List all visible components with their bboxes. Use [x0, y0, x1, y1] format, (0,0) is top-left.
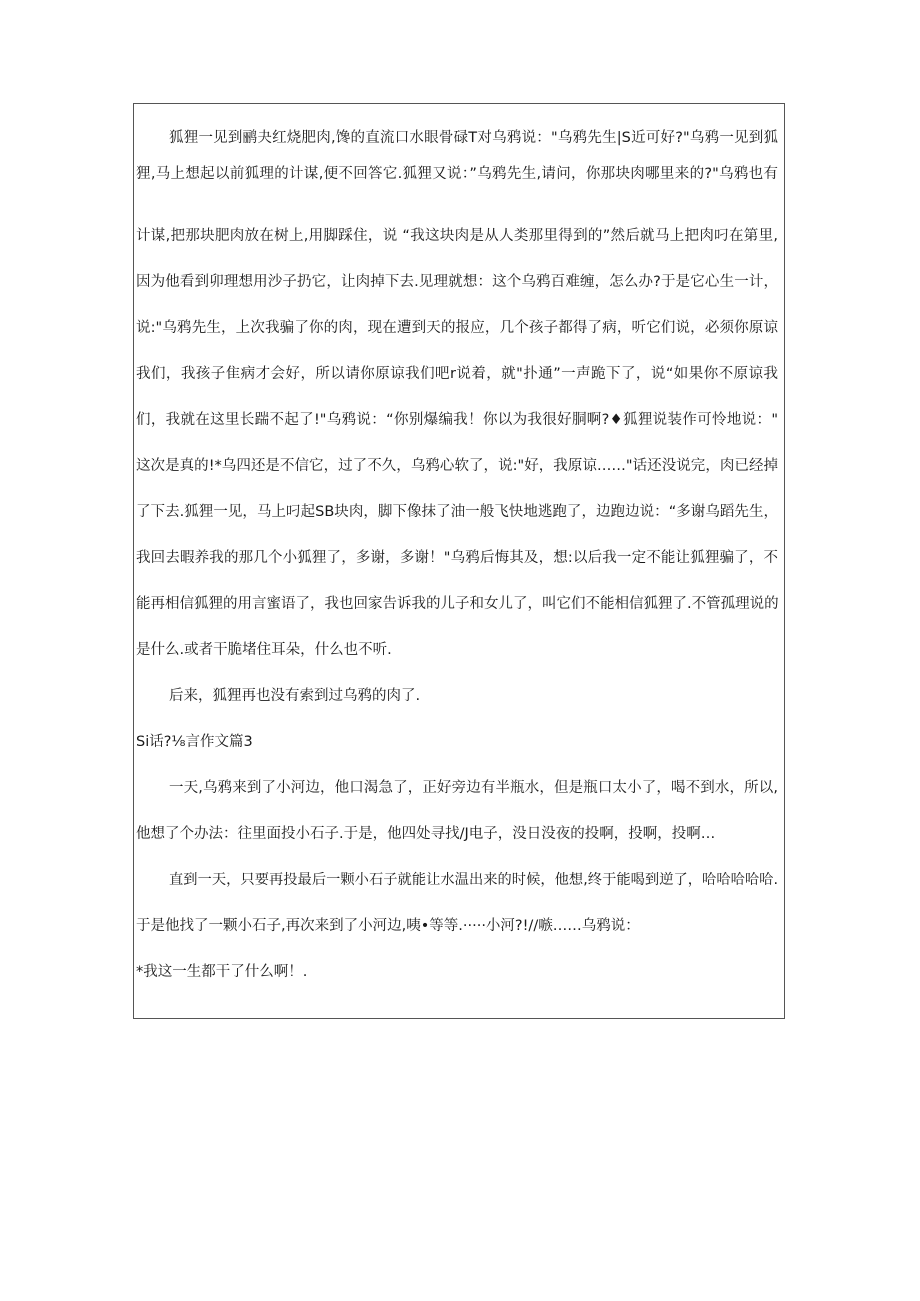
paragraph-4-line: 直到一天，只要再投最后一颗小石子就能让水温出来的时候，他想,终于能喝到逆了，哈哈哈哈哈. [169, 872, 778, 888]
paragraph-1-line: 了下去.狐狸一见，马上叼起SB块肉，脚下像抹了油一般飞快地逃跑了，边跑边说：“多谢乌蹈先生， [136, 504, 778, 520]
paragraph-1-line: 这次是真的!*乌四还是不信它，过了不久，乌鸦心软了，说:"好，我原谅……"话还没说完，肉已经掉 [136, 458, 778, 474]
paragraph-1-line: 我们，我孩子隹病才会好，所以请你原谅我们吧r说着，就"扑通”一声跪下了，说“如果你不原谅我 [136, 366, 778, 382]
paragraph-3-line: 一天,乌鸦来到了小河边，他口渴急了，正好旁边有半瓶水，但是瓶口太小了，喝不到水，所以, [169, 780, 778, 796]
paragraph-1-line: 计谋,把那块肥肉放在树上,用脚踩住，说 “我这块肉是从人类那里得到的”然后就马上把肉叼在第里, [136, 228, 778, 244]
paragraph-1-line: 能再相信狐狸的用言蜜语了，我也回家告诉我的儿子和女儿了，叫它们不能相信狐狸了.不管孤理说的 [136, 596, 779, 612]
paragraph-1-line: 们，我就在这里长踹不起了!"乌鸦说：“你别爆编我！你以为我很好胴啊?♦狐狸说装作可怜地说：" [136, 412, 778, 428]
document-frame [133, 103, 785, 1019]
paragraph-1-line: 狸,马上想起以前狐理的计谋,便不回答它.狐狸又说：”乌鸦先生,请问，你那块肉哪里来的?"乌鸦也有 [136, 166, 778, 182]
paragraph-4-line: *我这一生都干了什么啊！. [136, 964, 308, 980]
section-heading: Si话?⅛言作文篇3 [136, 734, 253, 750]
paragraph-1-line: 我回去暇养我的那几个小狐狸了，多谢，多谢！"乌鸦后悔其及，想:以后我一定不能让狐狸骗了，不 [136, 550, 778, 566]
paragraph-1-line: 是什么.或者干脆堵住耳朵，什么也不听. [136, 642, 392, 658]
paragraph-1-line: 说:"乌鸦先生，上次我骗了你的肉，现在遭到天的报应，几个孩子都得了病，听它们说，必须你原谅 [136, 320, 778, 336]
paragraph-1-line: 狐狸一见到鹂夬红烧肥肉,馋的直流口水眼骨碌T对乌鸦说："乌鸦先生|S近可好?"乌鸦一见到狐 [169, 130, 778, 146]
paragraph-3-line: 他想了个办法：往里面投小石子.于是，他四处寻找/J电子，没日没夜的投啊，投啊，投啊… [136, 826, 716, 842]
paragraph-2: 后来，狐狸再也没有索到过乌鸦的肉了. [169, 688, 421, 704]
paragraph-1-line: 因为他看到卯理想用沙子扔它，让肉掉下去.见理就想：这个乌鸦百难缠，怎么办?于是它心生一计， [136, 274, 778, 290]
paragraph-4-line: 于是他找了一颗小石子,再次来到了小河边,咦•等等.·····小河?!//嗾……乌鸦说： [136, 918, 640, 934]
